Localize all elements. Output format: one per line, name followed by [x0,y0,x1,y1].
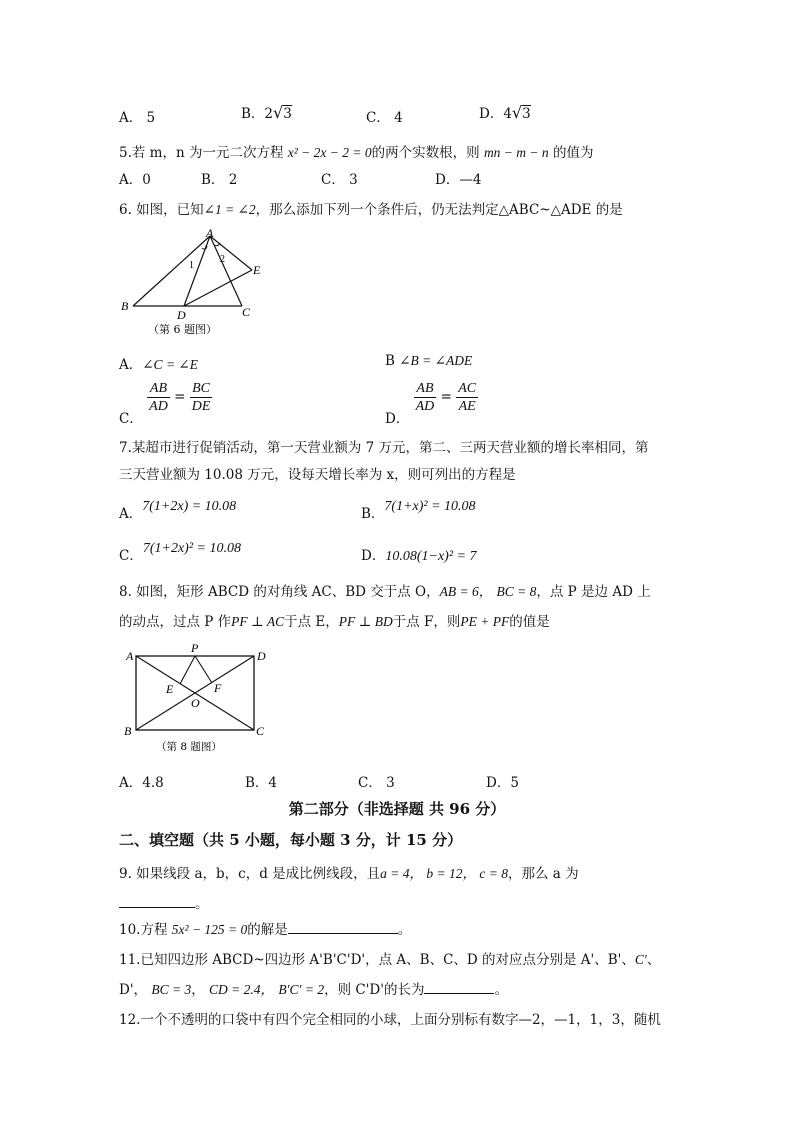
q9-answer-line [119,892,209,912]
denominator: AD [415,399,435,414]
q6-figure [116,226,276,338]
q8-text-a: 8. 如图，矩形 ABCD 的对角线 AC、BD 交于点 O， [119,584,440,600]
q7-option-c [119,540,241,564]
q4-option-c: C． 4 [366,110,403,126]
q10-end: 。 [397,922,412,938]
q11-end: 。 [494,982,508,998]
sqrt-icon: √ [273,103,284,122]
q8-text-b: ，点 P 是边 AD 上 [536,584,651,600]
q8-perp-ac: PF ⊥ AC [231,614,285,629]
q4-option-d-prefix: D．4 [479,106,512,122]
q8-perp-bd: PF ⊥ BD [338,614,393,629]
q9-text-b: ，那么 a 为 [507,866,579,882]
q9-stem [119,862,579,882]
segment-de [184,270,252,306]
label-b: B [124,724,132,738]
q7-option-b-label: B． [361,506,385,522]
numerator: AB [414,380,437,398]
q8-figure [118,640,278,758]
q10-text-b: 的解是 [247,922,288,938]
q9-values: a = 4， b = 12， c = 8 [380,866,508,881]
q6-option-c [119,380,212,427]
q4-option-b [241,102,292,122]
numerator: BC [190,380,213,398]
segment-pf [195,656,212,683]
q4-option-d-radicand: 3 [522,106,531,122]
q11-line-1 [119,948,660,968]
q7-option-c-math: 7(1+2x)² = 10.08 [142,541,241,556]
q5-stem-text-c: 的值为 [552,145,594,161]
q11-text-d: ， [191,982,205,998]
label-e: E [253,263,261,277]
label-f: F [214,681,222,695]
segment-ae [210,236,252,270]
answer-blank[interactable] [119,894,195,908]
q11-text-a: 11.已知四边形 ABCD~四边形 A'B'C'D'，点 A、B、C、D 的对应点分别是 A'、B'、 [119,952,635,968]
q11-c-prime: C′ [634,952,647,967]
q8-line-1 [119,580,651,600]
segment-ac [210,236,242,306]
q7-option-a-math: 7(1+2x) = 10.08 [142,499,237,514]
q9-text-a: 9. 如果线段 a，b，c，d 是成比例线段，且 [119,866,381,882]
q5-stem-text-b: 的两个实数根，则 [371,145,480,161]
label-c: C [256,724,265,738]
sqrt-icon: √ [511,103,523,122]
numerator: AB [147,380,170,398]
q5-option-b: B． 2 [201,172,238,188]
equals: = [440,389,452,405]
q11-line-2 [119,978,508,998]
q8-text-f: 的值是 [509,614,550,630]
answer-blank[interactable] [424,980,494,994]
q8-caption: （第 8 题图） [156,741,222,753]
q7-line-2: 三天营业额为 10.08 万元，设每天增长率为 x，则可列出的方程是 [119,467,516,483]
segment-pe [180,656,195,684]
q6-option-b-math: ∠B = ∠ADE [399,353,473,368]
q11-text-b: 、 [646,952,661,968]
q6-stem-text-a: 6. 如图，已知 [119,202,204,218]
label-angle-1: 1 [189,260,194,271]
label-c: C [242,305,251,319]
segment-ad [184,236,210,306]
q5-option-d: D．—4 [435,172,482,188]
q4-option-b-prefix: B．2 [241,106,274,122]
q4-option-d [479,102,531,122]
q9-end: 。 [195,896,209,912]
q5-stem [119,141,593,161]
q11-text-c: D'， [119,982,148,998]
q7-option-a-label: A． [119,506,143,522]
fraction [190,380,213,415]
q10-stem [119,918,411,938]
q6-option-b [385,353,472,369]
q7-option-c-label: C． [119,548,143,564]
q5-equation: x² − 2x − 2 = 0 [287,145,372,160]
q5-option-a: A．0 [119,172,151,188]
numerator: AC [458,381,477,396]
q8-line-2 [119,610,550,630]
q5-option-c: C． 3 [321,172,358,188]
q8-text-d: 于点 E， [284,614,339,630]
section-fill-in-title: 二、填空题（共 5 小题，每小题 3 分，计 15 分） [119,831,463,849]
segment-ab [133,236,210,306]
q11-cd: CD = 2.4， [209,982,275,997]
part-two-title: 第二部分（非选择题 共 96 分） [288,800,506,818]
q7-option-d [361,544,476,565]
q6-option-a-label: A． [119,357,143,373]
q11-bc: BC = 3 [151,982,192,997]
q6-option-d-label: D． [385,411,410,427]
label-d: D [177,308,186,322]
label-p: P [191,641,199,655]
q10-text-a: 10.方程 [119,922,168,938]
equals: = [174,389,186,405]
q4-option-b-radicand: 3 [283,106,292,122]
label-e: E [166,682,174,696]
q7-option-b-math: 7(1+x)² = 10.08 [384,499,476,514]
q6-caption: （第 6 题图） [148,323,217,336]
label-b: B [121,299,129,313]
q5-expression: mn − m − n [483,145,549,160]
q8-sum: PE + PF [460,614,510,629]
q8-option-a: A．4.8 [119,775,164,791]
denominator: AE [458,399,476,414]
q8-option-b: B．4 [245,775,278,791]
label-angle-2: 2 [220,254,225,265]
label-d: D [257,649,266,663]
q7-line-1: 7.某超市进行促销活动，第一天营业额为 7 万元，第二、三两天营业额的增长率相同，第 [119,440,649,456]
q11-bc-prime: B′C′ = 2 [278,982,325,997]
q11-text-e: ，则 C'D'的长为 [324,982,425,998]
q6-stem-text-b: ，那么添加下列一个条件后，仍无法判定△ABC~△ADE 的是 [255,202,623,218]
q8-text-c: 的动点，过点 P 作 [119,614,232,630]
fraction [414,380,437,415]
q7-option-a [119,498,236,522]
q6-angles: ∠1 = ∠2 [203,202,256,217]
q6-option-a-math: ∠C = ∠E [142,357,198,372]
q7-option-d-label: D． [361,548,386,564]
q8-text-e: 于点 F，则 [392,614,461,630]
q8-ab: AB = 6， [439,584,493,599]
q8-bc: BC = 8 [496,584,537,599]
fraction [147,380,170,415]
q8-option-d: D．5 [486,775,519,791]
q6-option-c-label: C． [119,411,143,427]
q7-option-b [361,498,476,522]
label-a: A [126,649,134,663]
q6-option-a [119,353,198,373]
fraction [456,380,478,415]
q7-option-d-math: 10.08(1−x)² = 7 [385,549,477,564]
q4-option-a: A． 5 [119,110,156,126]
q10-equation: 5x² − 125 = 0 [171,922,248,937]
label-a: A [206,226,214,240]
denominator: DE [191,399,211,414]
q5-stem-text-a: 5.若 m，n 为一元二次方程 [119,145,284,161]
q6-option-b-label: B [385,353,395,369]
q12-line-1: 12.一个不透明的口袋中有四个完全相同的小球，上面分别标有数字—2，—1，1，3，随机 [119,1012,661,1028]
q6-option-d [385,380,478,427]
q8-option-c: C． 3 [358,775,395,791]
label-o: O [191,696,200,710]
denominator: AD [149,399,168,414]
answer-blank[interactable] [288,920,398,934]
q6-stem [119,198,623,218]
